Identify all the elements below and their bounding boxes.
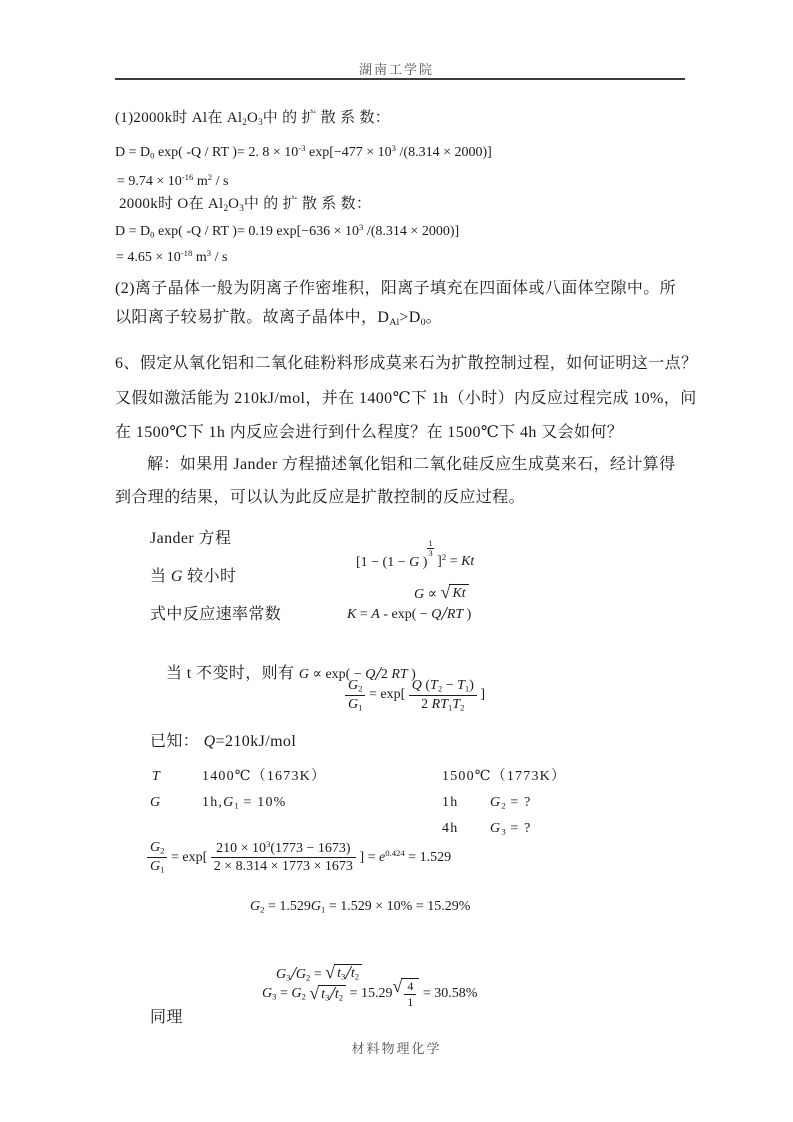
rate-constant-label: 式中反应速率常数: [150, 606, 282, 623]
fraction-denominator: 1: [407, 995, 414, 1009]
solution-line-2: 到合理的结果，可以认为此反应是扩散控制的反应过程。: [115, 489, 526, 506]
g3-result-equation: [262, 977, 477, 1010]
rate-constant-equation: K = A - exp( − Q/RT ): [347, 603, 472, 625]
fraction-denominator: 2 $RT_1T_2$: [421, 696, 465, 713]
equation-text: ]: [476, 687, 486, 703]
question-6-line-2: 又假如激活能为 210kJ/mol，并在 1400℃下 1h（小时）内反应过程完成 10%，问: [115, 390, 697, 407]
equation-text: = 30.58%: [419, 985, 478, 1001]
page-footer: [0, 1038, 793, 1057]
answer-2-line-1: (2)离子晶体一般为阴离子作密堆积，阳离子填充在四面体或八面体空隙中。所: [115, 280, 677, 297]
g-exp-equation: G ∝ exp( − Q/2 RT ): [298, 663, 416, 685]
radical-sign: √: [440, 581, 451, 602]
jander-equation-label: Jander 方程: [150, 530, 232, 547]
square-root: [441, 583, 469, 603]
fraction-denominator: 2 × 8.314 × 1773 × 1673: [213, 859, 353, 875]
equation-text: ] = $e^{0.424} = 1.529$: [355, 848, 452, 866]
equation-text: = 15.29: [346, 985, 393, 1001]
fraction-numerator: $G_2$: [345, 677, 365, 696]
small-g-condition-label: 当 G 较小时: [150, 568, 237, 585]
table-g3-unknown: $G_3$ = ?: [490, 821, 532, 837]
four-over-one-fraction: [404, 979, 416, 1010]
page-header: [0, 59, 793, 78]
footer-course-name: 材料物理化学: [351, 1041, 442, 1056]
g2-over-g1-fraction: [147, 839, 167, 875]
equation-d-al-result: = $9.74 \times 10^{-16}$ $m^2$ / s: [117, 172, 229, 189]
equation-text: = exp[: [167, 849, 211, 865]
fraction-denominator: 3: [428, 548, 433, 559]
equation-d-o: $D = D_0$ exp( -Q / RT )= 0.19 $\exp[-636 \times 10^3$ /(8.314 × 2000)]: [115, 222, 460, 240]
radical-sign: √: [325, 961, 336, 982]
question-6-line-3: 在 1500℃下 1h 内反应会进行到什么程度？在 1500℃下 4h 又会如何？: [115, 424, 624, 441]
q-delta-t-fraction: [409, 677, 477, 713]
table-t-1400: 1400℃（1673K）: [202, 769, 327, 784]
square-root: [309, 984, 346, 1004]
header-school-name: 湖南工学院: [358, 62, 434, 77]
question-6-line-1: 6、假定从氧化铝和二氧化硅粉料形成莫来石为扩散控制过程，如何证明这一点？: [115, 355, 698, 372]
fraction-numerator: Q $(T_2 - T_1)$: [409, 677, 477, 696]
similarly-label: 同理: [150, 1009, 183, 1026]
table-4h-label: 4h: [442, 821, 459, 836]
radicand: $t_3/t_2$: [334, 964, 362, 983]
g2-over-g1-fraction: [345, 677, 365, 713]
diffusion-al-heading: (1)2000k时 Al在 $Al_2O_3$中 的 扩 散 系 数：: [115, 110, 391, 128]
numeric-fraction: [211, 839, 356, 876]
equation-d-al: $D = D_0$ exp( -Q / RT )= 2. $8 \times 10^{-3}$ $\exp[-477 \times 10^3$ /(8.314 × 2000)]: [115, 143, 492, 161]
diffusion-o-heading: 2000k时 O在 $Al_2O_3$中 的 扩 散 系 数：: [119, 196, 372, 214]
equation-text: $G_3 = G_2$: [262, 985, 306, 1002]
header-rule: [115, 78, 685, 80]
table-row-t-label: T: [152, 769, 161, 784]
table-row-g-label: G: [150, 795, 162, 810]
known-values-line: 已知： Q=210kJ/mol: [150, 733, 297, 750]
fraction-numerator: 4: [404, 979, 416, 995]
equation-d-o-result: = $4.65 \times 10^{-18}$ $m^3$ / s: [116, 248, 228, 265]
equation-text: $G_3/G_2$ =: [276, 963, 326, 985]
radicand: Kt: [449, 584, 468, 603]
table-g1-value: $1h,G_1 = 10\%$: [202, 795, 287, 811]
fraction-denominator: $G_1$: [150, 858, 165, 875]
equation-text: = exp[: [365, 687, 409, 703]
g2-result-line: $G_2 = 1.529G_1 = 1.529 \times 10\% = 15.29\%$: [250, 899, 471, 915]
table-g2-unknown: $G_2$ = ?: [490, 795, 532, 811]
table-t-1500: 1500℃（1773K）: [442, 769, 567, 784]
constant-t-label: 当 t 不变时，则有: [166, 665, 299, 682]
answer-2-line-2: 以阳离子较易扩散。故离子晶体中，$D_{Al}>D_0$。: [115, 309, 443, 328]
g2-calculation-equation: [147, 839, 451, 876]
square-root-four-over-one: [393, 977, 420, 1010]
equation-text: ]$^2$ = Kt: [433, 552, 475, 570]
fraction-denominator: $G_1$: [348, 696, 363, 713]
fraction-numerator: $210 \times 10^3(1773 - 1673)$: [211, 839, 356, 858]
fraction-numerator: 1: [428, 537, 433, 548]
radical-sign: √: [392, 976, 403, 996]
solution-line-1: 解：如果用 Jander 方程描述氧化铝和二氧化硅反应生成莫来石，经计算得: [147, 456, 676, 473]
radicand: $t_3/t_2$: [318, 985, 346, 1004]
equation-text: [1 − (1 − G ): [356, 554, 428, 570]
radicand: [401, 978, 419, 1010]
radical-sign: √: [309, 982, 320, 1003]
equation-text: G ∝: [414, 586, 441, 602]
g-ratio-equation: [345, 677, 485, 713]
table-1h-label: 1h: [442, 795, 459, 810]
fraction-numerator: $G_2$: [147, 839, 167, 858]
